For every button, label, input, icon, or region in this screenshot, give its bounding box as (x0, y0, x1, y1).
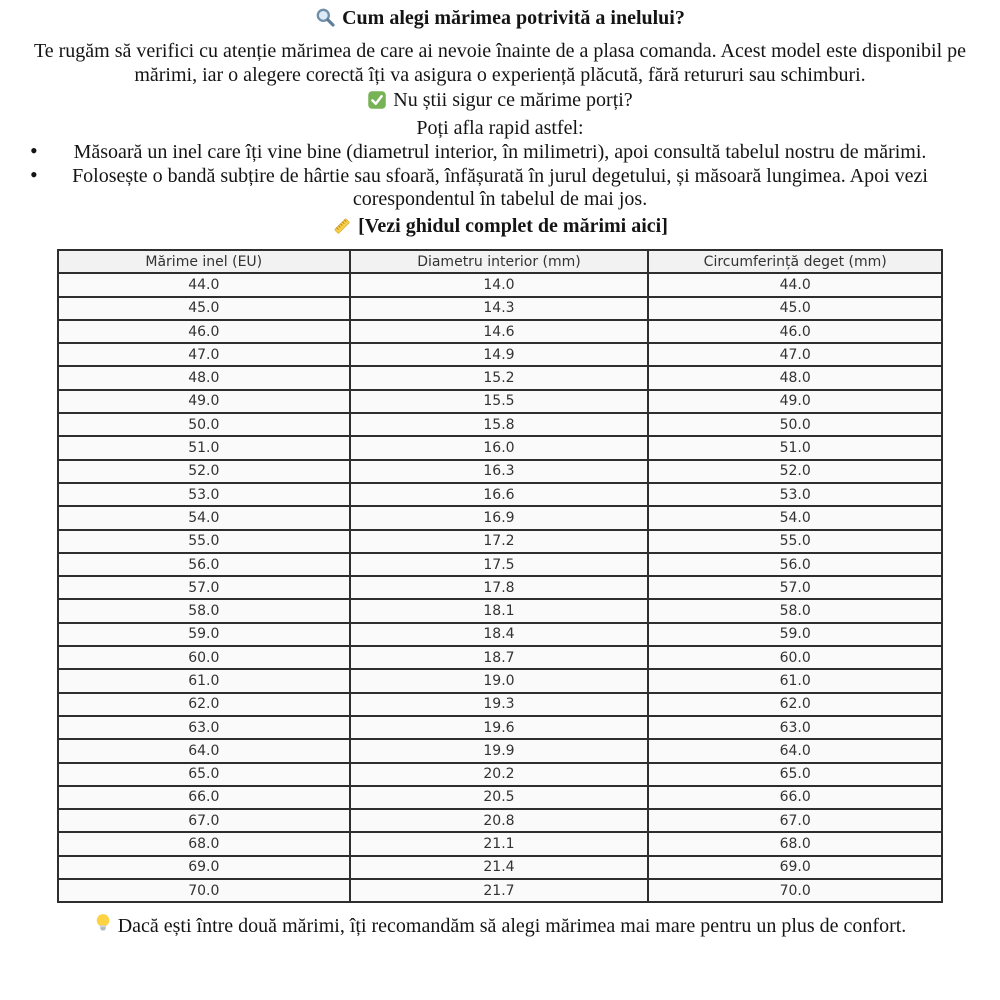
table-cell: 48.0 (648, 366, 942, 389)
table-cell: 60.0 (58, 646, 350, 669)
bullet-marker: • (30, 162, 38, 187)
table-cell: 51.0 (648, 436, 942, 459)
table-cell: 65.0 (648, 763, 942, 786)
table-row (58, 343, 942, 366)
table-cell: 69.0 (58, 856, 350, 879)
table-cell: 59.0 (58, 623, 350, 646)
table-cell: 47.0 (58, 343, 350, 366)
table-cell: 68.0 (648, 832, 942, 855)
table-cell: 55.0 (648, 530, 942, 553)
footer-tip (16, 912, 984, 943)
table-cell: 19.3 (350, 693, 649, 716)
intro-text: Te rugăm să verifici cu atenție mărimea de care ai nevoie înainte de a plasa comanda. Acest model este disponibil pe mărimi, iar o alegere corectă îți va asigura o experiență plăcută, fără retururi sau schimburi. (33, 40, 967, 86)
table-cell: 21.4 (350, 856, 649, 879)
table-cell: 64.0 (648, 739, 942, 762)
table-cell: 56.0 (58, 553, 350, 576)
subheading: Poți afla rapid astfel: (416, 117, 584, 139)
table-row (58, 553, 942, 576)
table-row (58, 320, 942, 343)
list-item (16, 138, 984, 164)
table-cell: 51.0 (58, 436, 350, 459)
bullet-marker: • (30, 138, 38, 163)
table-cell: 52.0 (648, 460, 942, 483)
table-cell: 21.1 (350, 832, 649, 855)
table-cell: 64.0 (58, 739, 350, 762)
page-title-text: Cum alegi mărimea potrivită a inelului? (342, 7, 685, 29)
size-table-header (58, 250, 942, 273)
table-row (58, 763, 942, 786)
table-row (58, 297, 942, 320)
table-row (58, 786, 942, 809)
size-table-body (58, 273, 942, 902)
table-cell: 15.8 (350, 413, 649, 436)
table-cell: 44.0 (648, 273, 942, 296)
table-cell: 46.0 (58, 320, 350, 343)
table-row (58, 366, 942, 389)
bulb-icon (94, 912, 112, 943)
table-cell: 14.3 (350, 297, 649, 320)
size-question (16, 88, 984, 116)
table-cell: 17.5 (350, 553, 649, 576)
table-cell: 58.0 (58, 599, 350, 622)
table-cell: 49.0 (648, 390, 942, 413)
table-cell: 14.9 (350, 343, 649, 366)
table-row (58, 413, 942, 436)
table-row (58, 879, 942, 902)
table-row (58, 273, 942, 296)
table-cell: 62.0 (58, 693, 350, 716)
table-cell: 57.0 (648, 576, 942, 599)
bullet-text: Măsoară un inel care îți vine bine (diametrul interior, în milimetri), apoi consultă tabelul nostru de mărimi. (73, 141, 927, 163)
table-cell: 48.0 (58, 366, 350, 389)
table-cell: 20.8 (350, 809, 649, 832)
table-row (58, 390, 942, 413)
table-cell: 18.1 (350, 599, 649, 622)
table-cell: 63.0 (58, 716, 350, 739)
table-cell: 21.7 (350, 879, 649, 902)
table-cell: 70.0 (648, 879, 942, 902)
table-cell: 19.6 (350, 716, 649, 739)
table-cell: 66.0 (58, 786, 350, 809)
column-header-finger-circumference: Circumferință deget (mm) (648, 250, 942, 273)
table-cell: 44.0 (58, 273, 350, 296)
page-title (16, 6, 984, 35)
table-cell: 60.0 (648, 646, 942, 669)
table-cell: 58.0 (648, 599, 942, 622)
table-cell: 16.0 (350, 436, 649, 459)
magnifier-icon (315, 7, 336, 35)
table-row (58, 506, 942, 529)
table-cell: 53.0 (58, 483, 350, 506)
table-cell: 19.9 (350, 739, 649, 762)
table-cell: 69.0 (648, 856, 942, 879)
table-cell: 66.0 (648, 786, 942, 809)
table-cell: 45.0 (648, 297, 942, 320)
table-cell: 18.4 (350, 623, 649, 646)
table-cell: 17.8 (350, 576, 649, 599)
table-row (58, 460, 942, 483)
table-row (58, 856, 942, 879)
footer-tip-text: Dacă ești între două mărimi, îți recomandăm să alegi mărimea mai mare pentru un plus de confort. (117, 915, 907, 938)
column-header-inner-diameter: Diametru interior (mm) (350, 250, 649, 273)
table-cell: 67.0 (58, 809, 350, 832)
table-cell: 14.0 (350, 273, 649, 296)
table-cell: 18.7 (350, 646, 649, 669)
list-item (16, 162, 984, 211)
table-cell: 52.0 (58, 460, 350, 483)
size-guide-link[interactable] (16, 214, 984, 243)
table-row (58, 483, 942, 506)
column-header-ring-size: Mărime inel (EU) (58, 250, 350, 273)
table-cell: 14.6 (350, 320, 649, 343)
ruler-icon (332, 216, 352, 243)
table-cell: 15.2 (350, 366, 649, 389)
table-cell: 67.0 (648, 809, 942, 832)
table-cell: 70.0 (58, 879, 350, 902)
bullet-list (16, 138, 984, 211)
table-row (58, 646, 942, 669)
table-cell: 16.6 (350, 483, 649, 506)
check-icon (367, 90, 387, 116)
table-row (58, 669, 942, 692)
size-guide-link-text: [Vezi ghidul complet de mărimi aici] (358, 215, 668, 237)
table-row (58, 832, 942, 855)
table-cell: 20.5 (350, 786, 649, 809)
size-table (57, 249, 943, 903)
size-question-text: Nu știi sigur ce mărime porți? (393, 89, 633, 111)
table-cell: 45.0 (58, 297, 350, 320)
table-row (58, 576, 942, 599)
table-cell: 62.0 (648, 693, 942, 716)
table-cell: 53.0 (648, 483, 942, 506)
table-row (58, 623, 942, 646)
table-cell: 54.0 (648, 506, 942, 529)
table-cell: 47.0 (648, 343, 942, 366)
table-cell: 17.2 (350, 530, 649, 553)
table-cell: 16.3 (350, 460, 649, 483)
table-cell: 61.0 (648, 669, 942, 692)
table-cell: 55.0 (58, 530, 350, 553)
header-row (58, 250, 942, 273)
table-row (58, 693, 942, 716)
table-cell: 50.0 (58, 413, 350, 436)
table-cell: 50.0 (648, 413, 942, 436)
table-cell: 63.0 (648, 716, 942, 739)
table-cell: 16.9 (350, 506, 649, 529)
table-cell: 54.0 (58, 506, 350, 529)
table-cell: 65.0 (58, 763, 350, 786)
table-cell: 49.0 (58, 390, 350, 413)
table-cell: 19.0 (350, 669, 649, 692)
table-row (58, 599, 942, 622)
table-cell: 59.0 (648, 623, 942, 646)
table-cell: 20.2 (350, 763, 649, 786)
table-cell: 15.5 (350, 390, 649, 413)
table-cell: 68.0 (58, 832, 350, 855)
table-row (58, 739, 942, 762)
table-cell: 46.0 (648, 320, 942, 343)
table-cell: 61.0 (58, 669, 350, 692)
bullet-text: Folosește o bandă subțire de hârtie sau sfoară, înfășurată în jurul degetului, și măsoară lungimea. Apoi vezi corespondentul în tabelul de mai jos. (72, 165, 928, 210)
table-row (58, 530, 942, 553)
table-row (58, 716, 942, 739)
table-cell: 57.0 (58, 576, 350, 599)
table-row (58, 809, 942, 832)
table-row (58, 436, 942, 459)
table-cell: 56.0 (648, 553, 942, 576)
